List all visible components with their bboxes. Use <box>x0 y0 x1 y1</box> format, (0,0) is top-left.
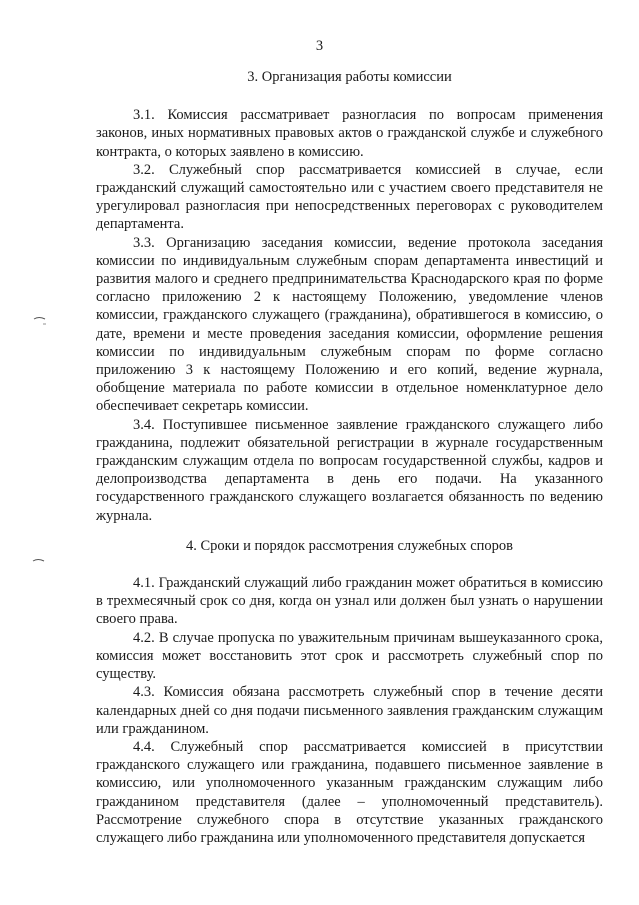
paragraph-3-4: 3.4. Поступившее письменное заявление гражданского служащего либо гражданина, подлежит обязательной регистрации в журнале государственным гражданским служащим отдела по вопросам государственной службы, кадров и делопроизводства департамента в день его подачи. На указанного государственного гражданского служащего возлагается обязанность по ведению журнала. <box>96 416 603 524</box>
section-heading: 3. Организация работы комиссии <box>247 69 452 85</box>
paragraph-4-1: 4.1. Гражданский служащий либо гражданин может обратиться в комиссию в трехмесячный срок со дня, когда он узнал или должен был узнать о нарушении своего права. <box>96 575 603 628</box>
page-number: 3 <box>315 38 324 54</box>
paragraph-3-1: 3.1. Комиссия рассматривает разногласия по вопросам применения законов, иных нормативных правовых актов о гражданской службе и служебного контракта, о которых заявлено в комиссию. <box>96 107 603 160</box>
document-body <box>96 68 603 847</box>
paragraph-4-3: 4.3. Комиссия обязана рассмотреть служебный спор в течение десяти календарных дней со дня подачи письменного заявления гражданским служащим или гражданином. <box>96 684 603 737</box>
binding-hole-mark <box>33 316 47 326</box>
paragraph-4-4: 4.4. Служебный спор рассматривается комиссией в присутствии гражданского служащего или гражданина, подавшего письменное заявление в комиссию, или уполномоченного указанным гражданским служащим либо гражданином представителя (далее – уполномоченный представитель). Рассмотрение служебного спора в отсутствие указанных гражданского служащего либо гражданина или уполномоченного представителя допускается <box>96 738 603 846</box>
binding-hole-mark <box>32 557 46 567</box>
section-heading: 4. Сроки и порядок рассмотрения служебных споров <box>185 537 514 554</box>
paragraph-3-2: 3.2. Служебный спор рассматривается комиссией в случае, если гражданский служащий самостоятельно или с участием своего представителя не урегулировал разногласия при непосредственных переговорах с руководителем департамента. <box>96 161 603 233</box>
paragraph-4-2: 4.2. В случае пропуска по уважительным причинам вышеуказанного срока, комиссия может восстановить этот срок и рассмотреть служебный спор по существу. <box>96 629 603 683</box>
paragraph-3-3: 3.3. Организацию заседания комиссии, ведение протокола заседания комиссии по индивидуальным служебным спорам департамента инвестиций и развития малого и среднего предпринимательства Краснодарского края по форме согласно приложению 2 к настоящему Положению, уведомление членов комиссии, гражданского служащего (гражданина), обратившегося в комиссию, о дате, времени и месте проведения заседания комиссии, оформление решения комиссии по индивидуальным служебным спорам по форме согласно приложению 3 к настоящему Положению и его копий, ведение журнала, обобщение материала по работе комиссии в отдельное номенклатурное дело обеспечивает секретарь комиссии. <box>96 234 603 415</box>
